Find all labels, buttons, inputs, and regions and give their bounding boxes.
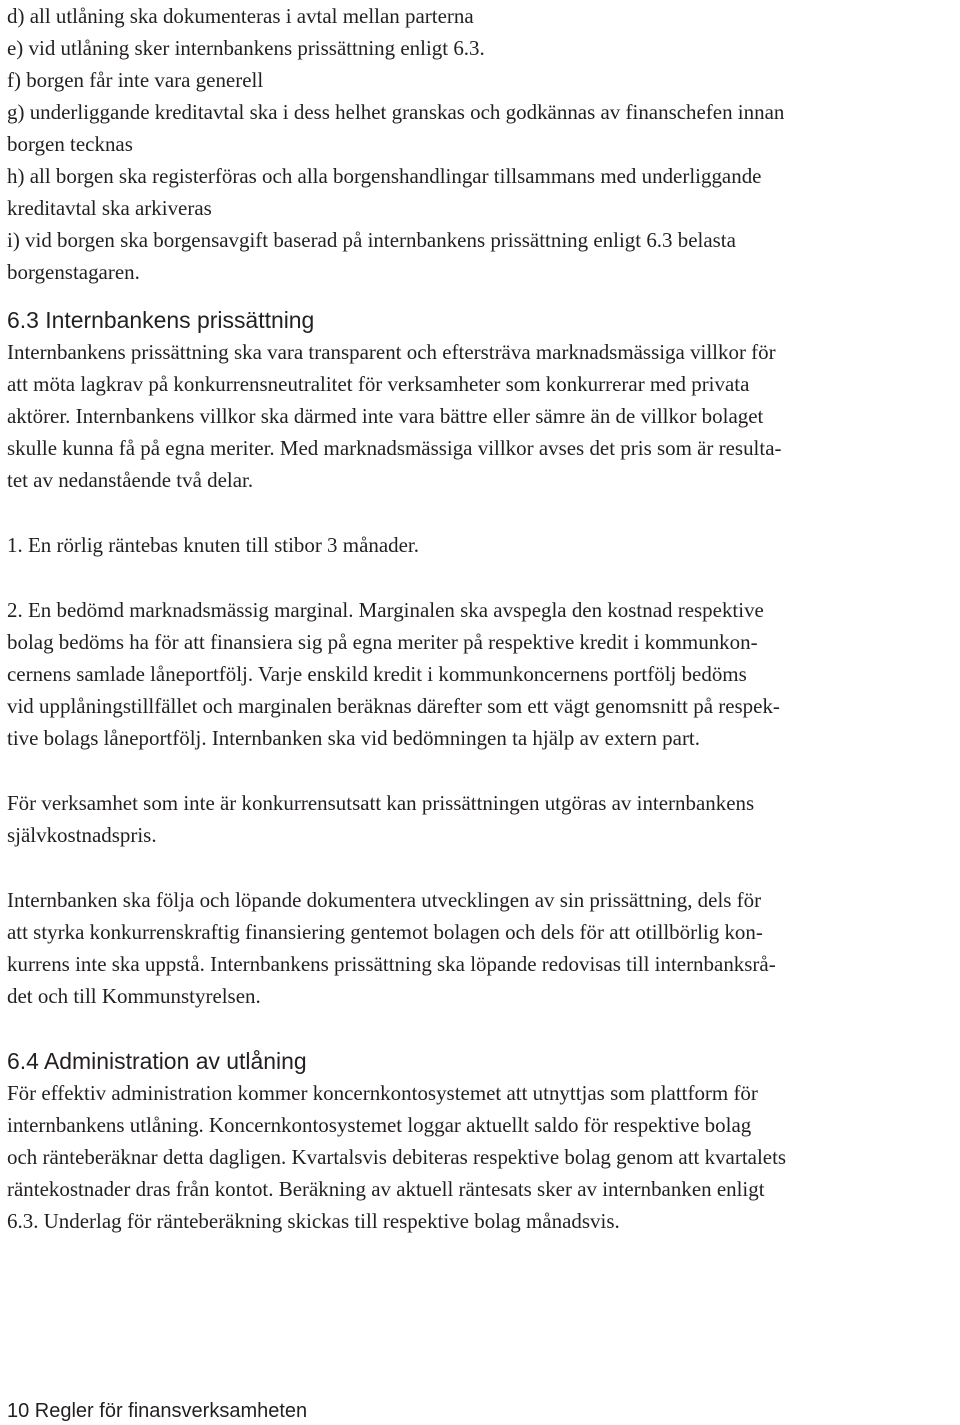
list-item-f: f) borgen får inte vara generell bbox=[7, 68, 264, 92]
list-item-g-cont: borgen tecknas bbox=[7, 132, 133, 156]
text-line: att styrka konkurrenskraftig finansiering gentemot bolagen och dels för att otillbörlig kon- bbox=[7, 920, 763, 944]
paragraph-follow-up bbox=[7, 884, 955, 1012]
text-line: bolag bedöms ha för att finansiera sig på egna meriter på respektive kredit i kommunkon- bbox=[7, 630, 758, 654]
text-line: internbankens utlåning. Koncernkontosystemet loggar aktuellt saldo för respektive bolag bbox=[7, 1113, 752, 1137]
text-line: För effektiv administration kommer koncernkontosystemet att utnyttjas som plattform för bbox=[7, 1081, 758, 1105]
text-line: det och till Kommunstyrelsen. bbox=[7, 984, 261, 1008]
text-line: cernens samlade låneportfölj. Varje enskild kredit i kommunkoncernens portfölj bedöms bbox=[7, 662, 747, 686]
text-line: 2. En bedömd marknadsmässig marginal. Marginalen ska avspegla den kostnad respektive bbox=[7, 598, 764, 622]
guarantee-rules-list bbox=[7, 0, 955, 288]
text-line: Internbankens prissättning ska vara transparent och eftersträva marknadsmässiga villkor för bbox=[7, 340, 776, 364]
text-line: självkostnadspris. bbox=[7, 823, 157, 847]
list-item-e: e) vid utlåning sker internbankens prissättning enligt 6.3. bbox=[7, 36, 485, 60]
paragraph-point-2 bbox=[7, 594, 955, 754]
paragraph-point-1 bbox=[7, 529, 955, 561]
text-line: 1. En rörlig räntebas knuten till stibor 3 månader. bbox=[7, 533, 419, 557]
text-line: För verksamhet som inte är konkurrensutsatt kan prissättningen utgöras av internbankens bbox=[7, 791, 755, 815]
text-line: och ränteberäknar detta dagligen. Kvartalsvis debiteras respektive bolag genom att kvartalets bbox=[7, 1145, 787, 1169]
list-item-i-cont: borgenstagaren. bbox=[7, 260, 140, 284]
text-line: kurrens inte ska uppstå. Internbankens prissättning ska löpande redovisas till internbanksrå- bbox=[7, 952, 776, 976]
paragraph-administration bbox=[7, 1077, 955, 1237]
list-item-g: g) underliggande kreditavtal ska i dess helhet granskas och godkännas av finanschefen innan bbox=[7, 100, 785, 124]
paragraph-self-cost bbox=[7, 787, 955, 851]
list-item-d: d) all utlåning ska dokumenteras i avtal mellan parterna bbox=[7, 4, 474, 28]
text-line: 6.3. Underlag för ränteberäkning skickas till respektive bolag månadsvis. bbox=[7, 1209, 620, 1233]
section-heading-6-4: 6.4 Administration av utlåning bbox=[7, 1048, 307, 1074]
list-item-h-cont: kreditavtal ska arkiveras bbox=[7, 196, 212, 220]
list-item-h: h) all borgen ska registerföras och alla borgenshandlingar tillsammans med underliggande bbox=[7, 164, 762, 188]
text-line: Internbanken ska följa och löpande dokumentera utvecklingen av sin prissättning, dels för bbox=[7, 888, 762, 912]
text-line: tive bolags låneportfölj. Internbanken ska vid bedömningen ta hjälp av extern part. bbox=[7, 726, 700, 750]
document-page bbox=[7, 0, 955, 1237]
section-heading-6-3: 6.3 Internbankens prissättning bbox=[7, 307, 315, 333]
list-item-i: i) vid borgen ska borgensavgift baserad på internbankens prissättning enligt 6.3 belasta bbox=[7, 228, 736, 252]
page-footer: 10 Regler för finansverksamheten bbox=[7, 1400, 308, 1422]
text-line: räntekostnader dras från kontot. Beräkning av aktuell räntesats sker av internbanken enligt bbox=[7, 1177, 765, 1201]
text-line: tet av nedanstående två delar. bbox=[7, 468, 254, 492]
text-line: skulle kunna få på egna meriter. Med marknadsmässiga villkor avses det pris som är resulta- bbox=[7, 436, 782, 460]
paragraph-pricing-intro bbox=[7, 336, 955, 496]
text-line: vid upplåningstillfället och marginalen beräknas därefter som ett vägt genomsnitt på respek- bbox=[7, 694, 780, 718]
text-line: att möta lagkrav på konkurrensneutralitet för verksamheter som konkurrerar med privata bbox=[7, 372, 750, 396]
text-line: aktörer. Internbankens villkor ska därmed inte vara bättre eller sämre än de villkor bolaget bbox=[7, 404, 764, 428]
